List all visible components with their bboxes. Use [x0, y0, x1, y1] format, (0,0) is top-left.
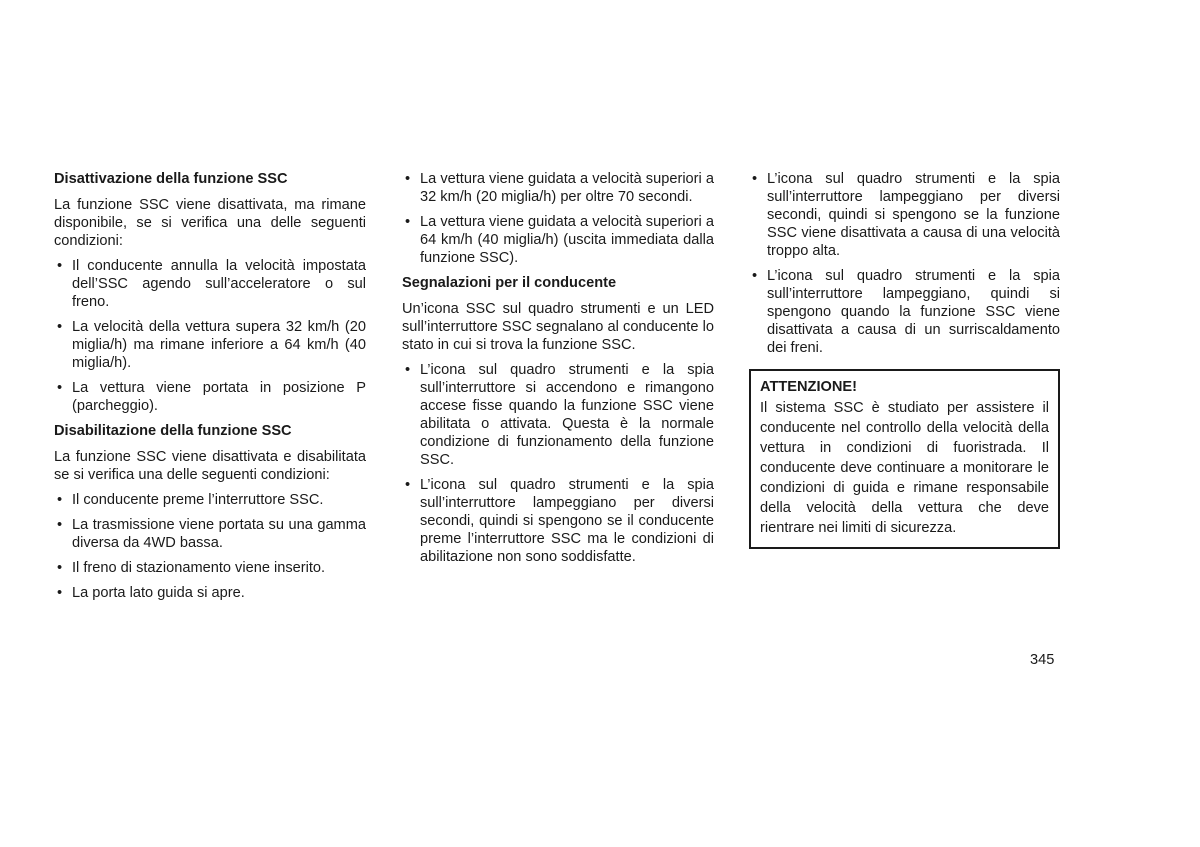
list-item: • La vettura viene portata in posizione P (parcheggio).: [54, 379, 366, 415]
list-segnalazioni: [402, 361, 714, 566]
list-item: • La velocità della vettura supera 32 km/h (20 miglia/h) ma rimane inferiore a 64 km/h (40 miglia/h).: [54, 318, 366, 372]
list-item: • L’icona sul quadro strumenti e la spia sull’interruttore lampeggiano per diversi secondi, quindi si spengono se il conducente preme l’interruttore SSC ma le condizioni di abilitazione non sono soddisfatte.: [402, 476, 714, 566]
section-heading-disattivazione: Disattivazione della funzione SSC: [54, 171, 288, 187]
list-disattivazione: [54, 257, 366, 415]
page-number: 345: [1030, 652, 1055, 668]
list-item: • La trasmissione viene portata su una gamma diversa da 4WD bassa.: [54, 516, 366, 552]
list-item: • L’icona sul quadro strumenti e la spia sull’interruttore si accendono e rimangono accese fisse quando la funzione SSC viene abilitata o attivata. Questa è la normale condizione di funzionamento della funzione SSC.: [402, 361, 714, 469]
paragraph-segnalazioni: Un’icona SSC sul quadro strumenti e un LED sull’interruttore SSC segnalano al conducente lo stato in cui si trova la funzione SSC.: [402, 301, 714, 353]
column-middle: [402, 170, 714, 573]
warning-box: [749, 369, 1060, 549]
section-heading-disabilitazione: Disabilitazione della funzione SSC: [54, 423, 292, 439]
list-item: • Il freno di stazionamento viene inserito.: [54, 559, 366, 577]
list-item: • La porta lato guida si apre.: [54, 584, 366, 602]
list-item: • La vettura viene guidata a velocità superiori a 32 km/h (20 miglia/h) per oltre 70 secondi.: [402, 170, 714, 206]
list-item: • Il conducente annulla la velocità impostata dell’SSC agendo sull’acceleratore o sul freno.: [54, 257, 366, 311]
list-item: • La vettura viene guidata a velocità superiori a 64 km/h (40 miglia/h) (uscita immediata dalla funzione SSC).: [402, 213, 714, 267]
list-indicator-states: [749, 170, 1060, 357]
column-right: [749, 170, 1060, 549]
list-item: • L’icona sul quadro strumenti e la spia sull’interruttore lampeggiano, quindi si spengono quando la funzione SSC viene disattivata a causa di un surriscaldamento dei freni.: [749, 267, 1060, 357]
list-item: • L’icona sul quadro strumenti e la spia sull’interruttore lampeggiano per diversi secondi, quindi si spengono se la funzione SSC viene disattivata a causa di una velocità troppo alta.: [749, 170, 1060, 260]
list-disabilitazione: [54, 491, 366, 602]
list-speed-conditions: [402, 170, 714, 267]
warning-title: ATTENZIONE!: [760, 379, 858, 395]
warning-text: Il sistema SSC è studiato per assistere il conducente nel controllo della velocità della vettura in condizioni di fuoristrada. Il conducente deve continuare a monitorare le condizioni di guida e rimane responsabile della velocità della vettura che deve rientrare nei limiti di sicurezza.: [760, 400, 1049, 536]
column-left: [54, 170, 366, 609]
list-item: • Il conducente preme l’interruttore SSC.: [54, 491, 366, 509]
section-heading-segnalazioni: Segnalazioni per il conducente: [402, 275, 617, 291]
paragraph-disattivazione: La funzione SSC viene disattivata, ma rimane disponibile, se si verifica una delle seguenti condizioni:: [54, 197, 366, 249]
paragraph-disabilitazione: La funzione SSC viene disattivata e disabilitata se si verifica una delle seguenti condizioni:: [54, 449, 366, 483]
